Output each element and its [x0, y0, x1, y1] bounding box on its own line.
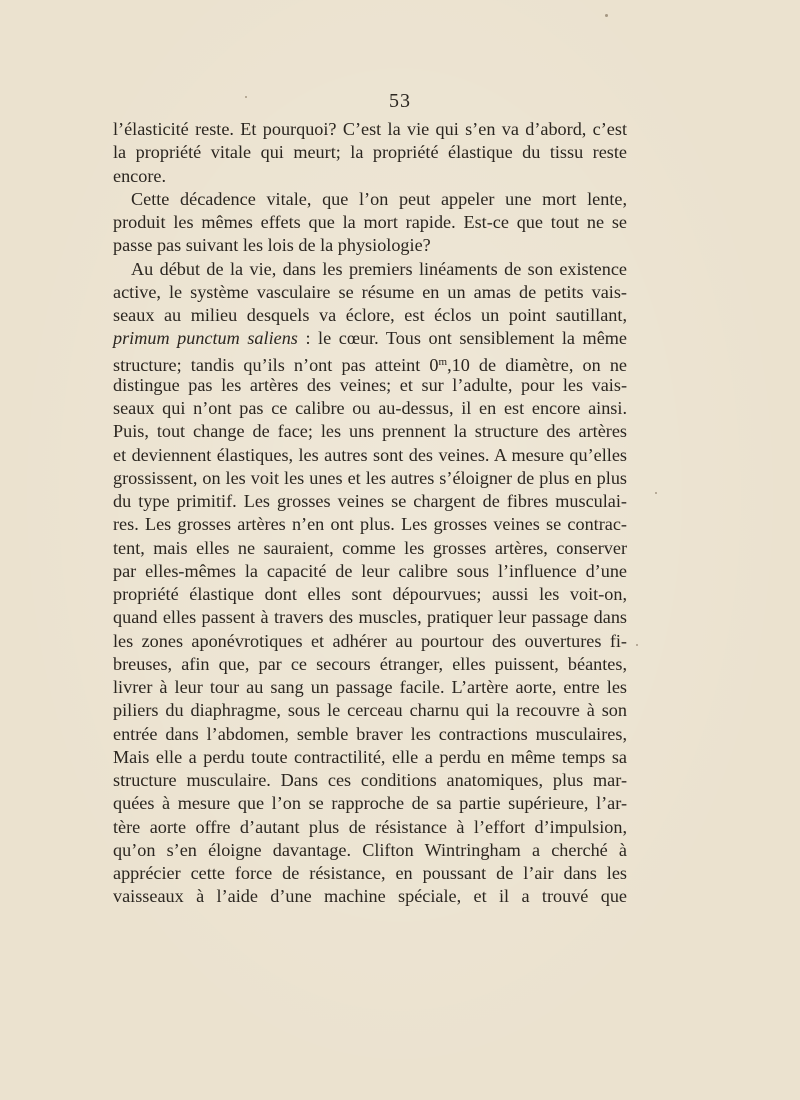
text-line: seaux qui n’ont pas ce calibre ou au-dessus, il en est encore ainsi.: [113, 398, 627, 418]
text-line: propriété élastique dont elles sont dépourvues; aussi les voit-on,: [113, 584, 627, 604]
text-line: entrée dans l’abdomen, semble braver les contractions musculaires,: [113, 723, 627, 744]
text-line: distingue pas les artères des veines; et sur l’adulte, pour les vais-: [113, 374, 627, 395]
text-line: vaisseaux à l’aide d’une machine spéciale, et il a trouvé que: [113, 886, 627, 907]
text-line: qu’on s’en éloigne davantage. Clifton Wintringham a cherché à: [113, 839, 627, 860]
paper-speck: [605, 14, 608, 17]
text-line: structure musculaire. Dans ces conditions anatomiques, plus mar-: [113, 770, 627, 790]
text-line: encore.: [113, 165, 167, 186]
text-line: passe pas suivant les lois de la physiologie?: [113, 235, 431, 256]
text-line: [113, 327, 627, 350]
text-line: quées à mesure que l’on se rapproche de sa partie supérieure, l’ar-: [113, 793, 627, 814]
text-line: grossissent, on les voit les unes et les autres s’éloigner de plus en plus: [113, 467, 627, 488]
page-number: 53: [389, 90, 411, 112]
text-line: quand elles passent à travers des muscles, pratiquer leur passage dans: [113, 607, 627, 628]
text-line: active, le système vasculaire se résume en un amas de petits vais-: [113, 281, 627, 302]
text-line: produit les mêmes effets que la mort rapide. Est-ce que tout ne se: [113, 212, 627, 232]
text-line: [113, 351, 627, 374]
paper-speck: [636, 644, 638, 646]
body-text: [113, 118, 627, 909]
text-line: la propriété vitale qui meurt; la propriété élastique du tissu reste: [113, 142, 627, 163]
text-line: Cette décadence vitale, que l’on peut appeler une mort lente,: [131, 188, 627, 209]
text-line: Mais elle a perdu toute contractilité, elle a perdu en même temps sa: [113, 746, 627, 767]
unit-superscript: m: [438, 355, 448, 368]
text-line: seaux au milieu desquels va éclore, est éclos un point sautillant,: [113, 305, 627, 325]
text-line: tent, mais elles ne sauraient, comme les grosses artères, conserver: [113, 537, 627, 558]
text-line: breuses, afin que, par ce secours étranger, elles puissent, béantes,: [113, 653, 627, 674]
text-run: ,10 de diamètre, on ne: [447, 354, 627, 375]
text-line: piliers du diaphragme, sous le cerceau charnu qui la recouvre à son: [113, 700, 627, 721]
text-line: tère aorte offre d’autant plus de résistance à l’effort d’impulsion,: [113, 816, 627, 837]
text-line: du type primitif. Les grosses veines se chargent de fibres musculai-: [113, 491, 627, 511]
text-line: les zones aponévrotiques et adhérer au pourtour des ouvertures fi-: [113, 630, 627, 651]
paper-speck: [245, 96, 247, 98]
text-line: l’élasticité reste. Et pourquoi? C’est la vie qui s’en va d’abord, c’est: [113, 119, 627, 139]
text-line: livrer à leur tour au sang un passage facile. L’artère aorte, entre les: [113, 677, 627, 697]
text-line: par elles-mêmes la capacité de leur calibre sous l’influence d’une: [113, 560, 627, 581]
text-run: structure; tandis qu’ils n’ont pas atteint 0: [113, 354, 439, 375]
text-line: et deviennent élastiques, les autres sont des veines. A mesure qu’elles: [113, 444, 627, 465]
paper-speck: [655, 492, 657, 494]
latin-phrase: primum punctum saliens: [113, 328, 298, 349]
text-line: Puis, tout change de face; les uns prennent la structure des artères: [113, 421, 627, 442]
text-line: res. Les grosses artères n’en ont plus. Les grosses veines se contrac-: [113, 514, 627, 535]
text-line: apprécier cette force de résistance, en poussant de l’air dans les: [113, 863, 627, 883]
text-run: : le cœur. Tous ont sensiblement la même: [297, 328, 627, 349]
text-line: Au début de la vie, dans les premiers linéaments de son existence: [131, 258, 627, 279]
